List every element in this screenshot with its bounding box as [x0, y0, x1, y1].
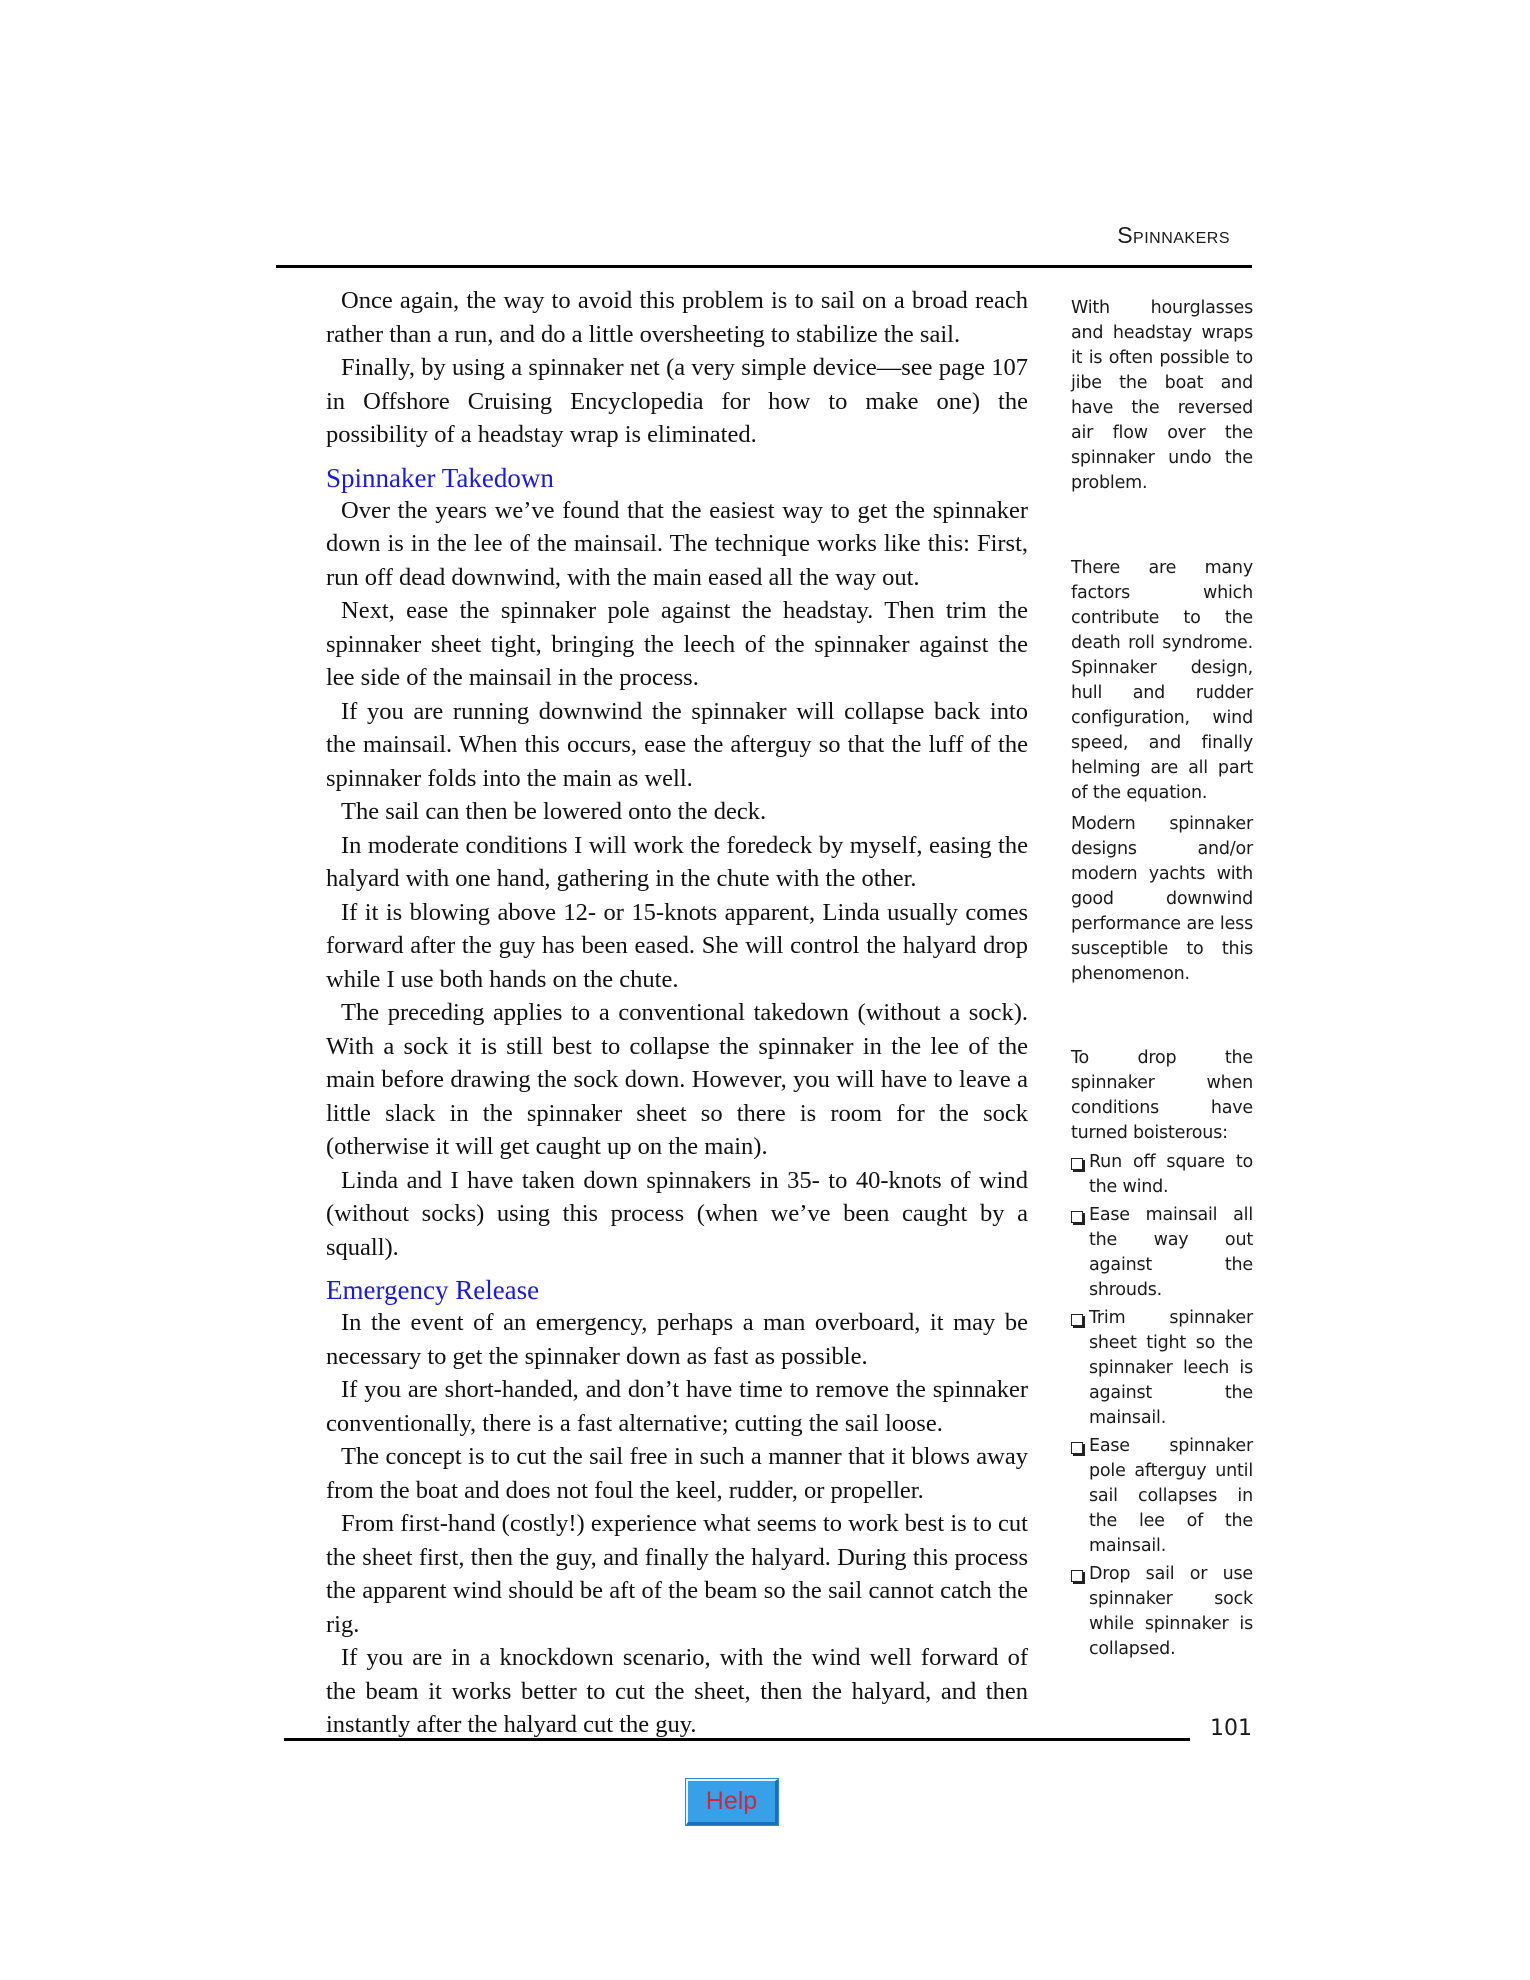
checkbox-icon [1071, 1158, 1083, 1170]
body-paragraph: The concept is to cut the sail free in such a manner that it blows away from the boat and does not foul the keel, rudder, or propeller. [326, 1443, 1028, 1504]
sidebar-note-text: Modern spinnaker designs and/or modern yachts with good downwind performance are less susceptible to this phenomenon. [1071, 814, 1253, 984]
header-rule [276, 265, 1252, 268]
checklist-item [1071, 1562, 1253, 1662]
checkbox-icon [1071, 1442, 1083, 1454]
body-paragraph: In moderate conditions I will work the foredeck by myself, easing the halyard with one hand, gathering in the chute with the other. [326, 831, 1028, 892]
sidebar-checklist [1071, 1046, 1253, 1665]
section-heading-emergency-release: Emergency Release [326, 1275, 540, 1305]
checklist-item-text: Drop sail or use spinnaker sock while spinnaker is collapsed. [1089, 1564, 1253, 1659]
checklist-intro: To drop the spinnaker when conditions have turned boisterous: [1071, 1048, 1253, 1143]
checklist-item [1071, 1306, 1253, 1431]
checkbox-icon [1071, 1211, 1083, 1223]
checklist-item-text: Ease spinnaker pole afterguy until sail collapses in the lee of the mainsail. [1089, 1436, 1253, 1556]
checklist-item [1071, 1434, 1253, 1559]
help-button[interactable]: Help [686, 1779, 778, 1825]
body-paragraph: Over the years we’ve found that the easiest way to get the spinnaker down is in the lee of the mainsail. The technique works like this: First, run off dead downwind, with the main eased all the way out. [326, 496, 1028, 591]
checklist-item [1071, 1203, 1253, 1303]
body-paragraph: In the event of an emergency, perhaps a man overboard, it may be necessary to get the spinnaker down as fast as possible. [326, 1309, 1028, 1370]
body-paragraph: If you are in a knockdown scenario, with the wind well forward of the beam it works better to cut the sheet, then the halyard, and then instantly after the halyard cut the guy. [326, 1644, 1028, 1738]
checklist-item-text: Ease mainsail all the way out against the shrouds. [1089, 1205, 1253, 1300]
sidebar-note-text: There are many factors which contribute to the death roll syndrome. Spinnaker design, hull and rudder configuration, wind speed, and finally helming are all part of the equation. [1071, 558, 1253, 803]
checklist [1071, 1150, 1253, 1662]
body-paragraph: From first-hand (costly!) experience what seems to work best is to cut the sheet first, then the guy, and finally the halyard. During this process the apparent wind should be aft of the beam so the sail cannot catch the rig. [326, 1510, 1028, 1638]
body-paragraph: Linda and I have taken down spinnakers in 35- to 40-knots of wind (without socks) using this process (when we’ve been caught by a squall). [326, 1166, 1028, 1261]
sidebar-note-death-roll [1071, 556, 1253, 987]
body-paragraph: The preceding applies to a conventional takedown (without a sock). With a sock it is still best to collapse the spinnaker in the lee of the main before drawing the sock down. However, you will have to leave a little slack in the spinnaker sheet so there is room for the sock (otherwise it will get caught up on the main). [326, 999, 1028, 1160]
checklist-item [1071, 1150, 1253, 1200]
checklist-item-text: Run off square to the wind. [1089, 1152, 1253, 1197]
body-paragraph: Finally, by using a spinnaker net (a very simple device—see page 107 in Offshore Cruising Encyclopedia for how to make one) the possibility of a headstay wrap is eliminated. [326, 354, 1028, 448]
body-paragraph: The sail can then be lowered onto the deck. [341, 798, 767, 825]
running-head: Spinnakers [1117, 222, 1230, 248]
page-number: 101 [1210, 1716, 1252, 1741]
footer-rule [284, 1738, 1190, 1741]
body-paragraph: Once again, the way to avoid this problem is to sail on a broad reach rather than a run, and do a little oversheeting to stabilize the sail. [326, 287, 1028, 348]
checklist-item-text: Trim spinnaker sheet tight so the spinnaker leech is against the mainsail. [1089, 1308, 1253, 1428]
body-paragraph: If it is blowing above 12- or 15-knots apparent, Linda usually comes forward after the guy has been eased. She will control the halyard drop while I use both hands on the chute. [326, 898, 1028, 993]
section-heading-spinnaker-takedown: Spinnaker Takedown [326, 462, 554, 493]
sidebar-note-jibe [1071, 296, 1253, 496]
sidebar-note-text: With hourglasses and headstay wraps it is often possible to jibe the boat and have the reversed air flow over the spinnaker undo the problem. [1071, 298, 1253, 493]
body-paragraph: If you are short-handed, and don’t have time to remove the spinnaker conventionally, there is a fast alternative; cutting the sail loose. [326, 1376, 1028, 1437]
body-paragraph: Next, ease the spinnaker pole against the headstay. Then trim the spinnaker sheet tight, bringing the leech of the spinnaker against the lee side of the mainsail in the process. [326, 597, 1028, 691]
body-paragraph: If you are running downwind the spinnaker will collapse back into the mainsail. When this occurs, ease the afterguy so that the luff of the spinnaker folds into the main as well. [326, 697, 1028, 792]
main-column [326, 284, 1028, 1742]
checkbox-icon [1071, 1570, 1083, 1582]
checkbox-icon [1071, 1314, 1083, 1326]
